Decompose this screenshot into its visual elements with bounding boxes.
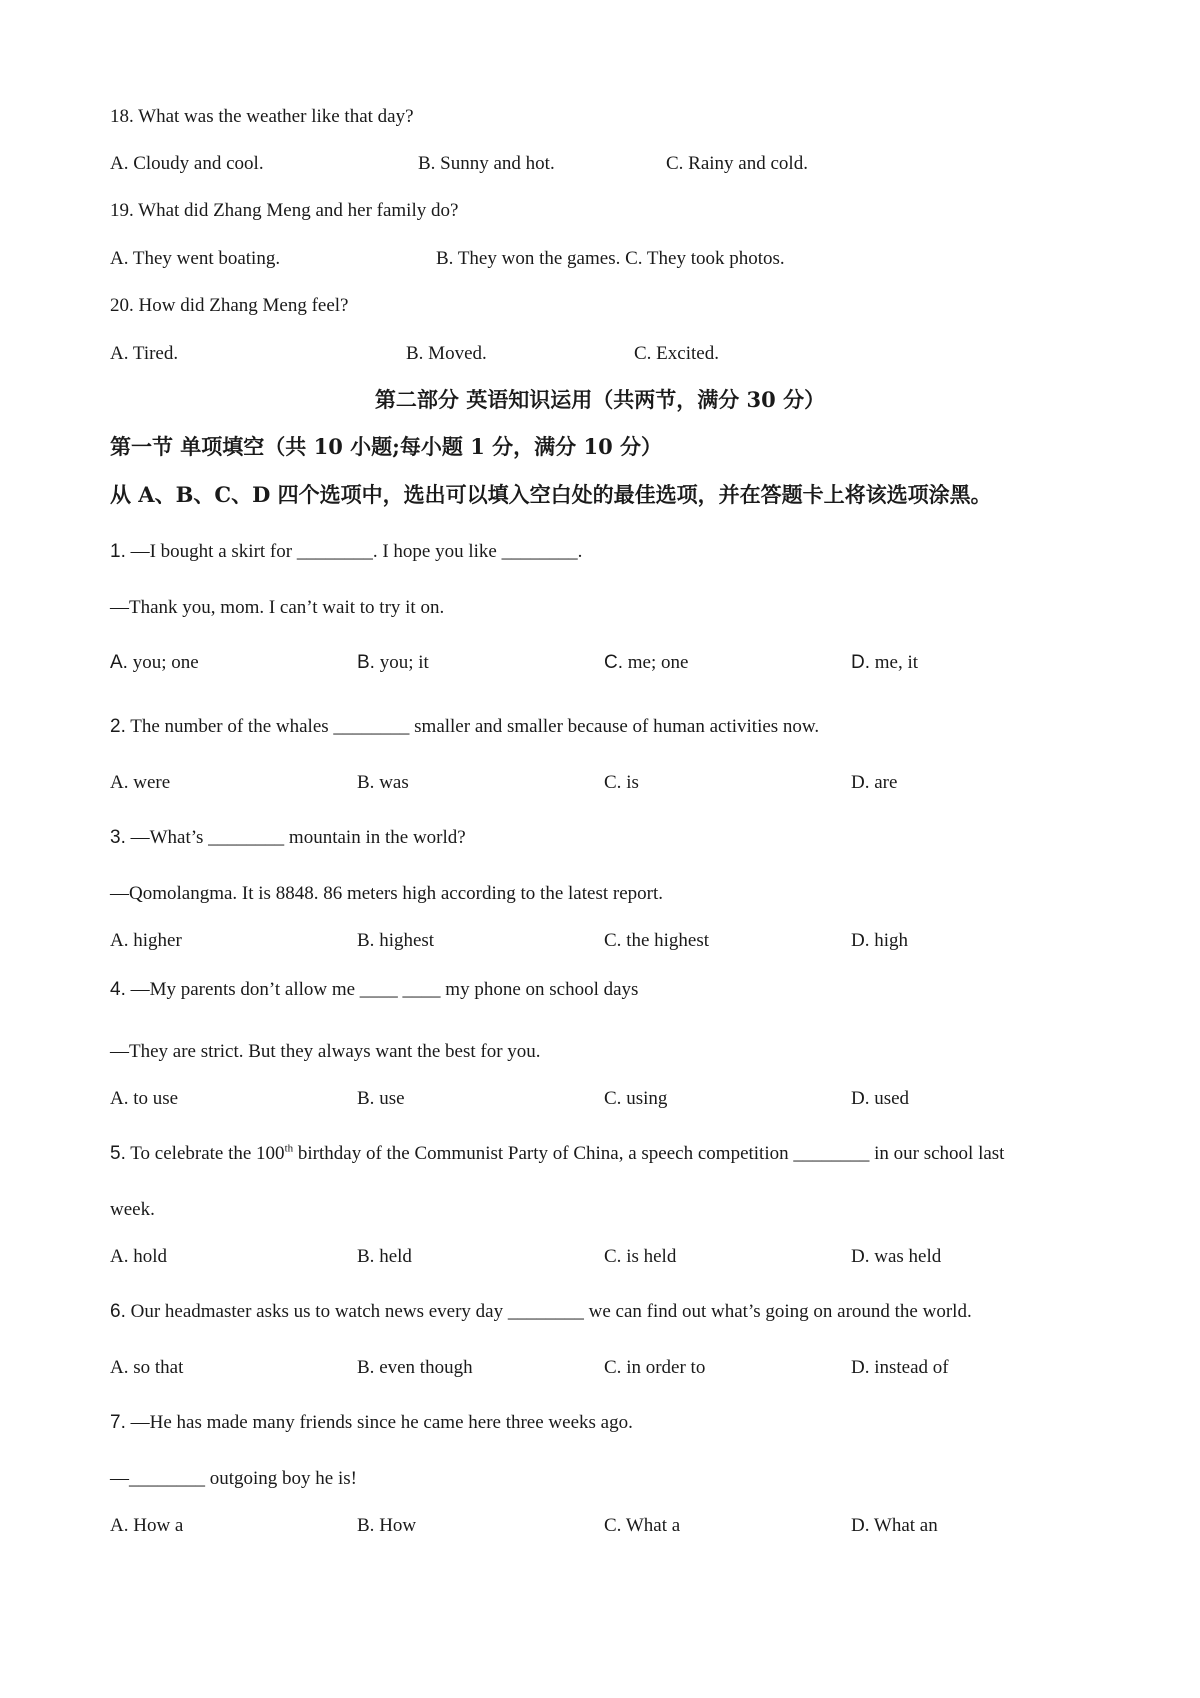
- q3-reply: —Qomolangma. It is 8848. 86 meters high according to the latest report.: [110, 883, 663, 904]
- q4-option-b: [357, 1087, 405, 1111]
- question-18: 18. What was the weather like that day?: [110, 106, 414, 127]
- q5-option-d-letter: D.: [851, 1246, 870, 1267]
- q3-option-c: [604, 929, 709, 953]
- instruction: 从 A、B、C、D 四个选项中，选出可以填入空白处的最佳选项，并在答题卡上将该选项涂黑。: [110, 482, 992, 507]
- q2-option-c-letter: C.: [604, 772, 622, 793]
- q4-option-b-letter: B.: [357, 1088, 375, 1109]
- q7-option-c: [604, 1514, 680, 1538]
- q7-text: —He has made many friends since he came here three weeks ago.: [125, 1412, 633, 1433]
- q1-option-c: [604, 651, 688, 675]
- q7-option-c-text: What a: [621, 1515, 681, 1536]
- q4-option-d-letter: D.: [851, 1088, 870, 1109]
- q1-option-b-letter: B.: [357, 652, 375, 673]
- q7-option-b: [357, 1514, 416, 1538]
- q5-option-b-letter: B.: [357, 1246, 375, 1267]
- q1-option-d-text: me, it: [870, 652, 919, 673]
- q7-option-c-letter: C.: [604, 1515, 622, 1536]
- q6-option-a-letter: A.: [110, 1357, 129, 1378]
- question-18-option-b: B. Sunny and hot.: [418, 153, 555, 174]
- question-18-option-a: A. Cloudy and cool.: [110, 153, 264, 174]
- q2-option-c: [604, 771, 639, 795]
- q7-option-b-letter: B.: [357, 1515, 375, 1536]
- q4-text: —My parents don’t allow me ____ ____ my phone on school days: [125, 979, 639, 1000]
- q7-option-b-text: How: [374, 1515, 417, 1536]
- q4-option-b-text: use: [374, 1088, 405, 1109]
- question-20-option-b: B. Moved.: [406, 343, 487, 364]
- q3-option-b: [357, 929, 434, 953]
- q4-option-a: [110, 1087, 178, 1111]
- q6-text: Our headmaster asks us to watch news every day ________ we can find out what’s going on around the world.: [125, 1301, 972, 1322]
- q7-stem: [110, 1411, 633, 1435]
- q4-option-a-text: to use: [128, 1088, 179, 1109]
- q1-option-d-letter: D.: [851, 652, 870, 673]
- q6-option-b: [357, 1356, 473, 1380]
- q7-option-d-text: What an: [869, 1515, 938, 1536]
- q6-number: 6.: [110, 1301, 126, 1322]
- q4-option-d-text: used: [869, 1088, 910, 1109]
- q7-reply: —________ outgoing boy he is!: [110, 1468, 357, 1489]
- q3-option-c-text: the highest: [621, 930, 710, 951]
- q4-option-a-letter: A.: [110, 1088, 129, 1109]
- q2-option-d-letter: D.: [851, 772, 870, 793]
- section-title: 第一节 单项填空（共 10 小题;每小题 1 分，满分 10 分）: [110, 434, 662, 459]
- q5-continued: week.: [110, 1199, 155, 1220]
- q3-option-d-letter: D.: [851, 930, 870, 951]
- q2-option-b-text: was: [374, 772, 409, 793]
- q6-option-b-letter: B.: [357, 1357, 375, 1378]
- q3-option-d-text: high: [869, 930, 909, 951]
- q1-option-a: [110, 651, 199, 675]
- q3-option-a-text: higher: [128, 930, 182, 951]
- q3-option-b-text: highest: [374, 930, 435, 951]
- q3-option-c-letter: C.: [604, 930, 622, 951]
- q2-stem: [110, 715, 819, 739]
- question-19-option-a: A. They went boating.: [110, 248, 281, 269]
- q4-option-d: [851, 1087, 909, 1111]
- q6-option-c: [604, 1356, 705, 1380]
- q2-option-d: [851, 771, 897, 795]
- q2-option-a: [110, 771, 170, 795]
- q5-option-a-text: hold: [128, 1246, 168, 1267]
- q1-option-c-text: me; one: [623, 652, 689, 673]
- q1-option-a-text: you; one: [127, 652, 199, 673]
- question-20-option-a: A. Tired.: [110, 343, 179, 364]
- q1-option-b-text: you; it: [374, 652, 429, 673]
- q6-option-a: [110, 1356, 183, 1380]
- q5-option-c-letter: C.: [604, 1246, 622, 1267]
- q1-option-d: [851, 651, 918, 675]
- q6-option-b-text: even though: [374, 1357, 473, 1378]
- q5-option-b-text: held: [374, 1246, 412, 1267]
- q2-option-a-letter: A.: [110, 772, 129, 793]
- q7-option-a-text: How a: [128, 1515, 184, 1536]
- question-20-option-c: C. Excited.: [634, 343, 719, 364]
- question-18-option-c: C. Rainy and cold.: [666, 153, 808, 174]
- q3-option-b-letter: B.: [357, 930, 375, 951]
- q7-number: 7.: [110, 1412, 126, 1433]
- q3-option-a-letter: A.: [110, 930, 129, 951]
- q1-option-b: [357, 651, 429, 675]
- q3-option-a: [110, 929, 182, 953]
- q5-text-a: To celebrate the 100: [125, 1143, 285, 1164]
- q2-option-a-text: were: [128, 772, 171, 793]
- q7-option-d-letter: D.: [851, 1515, 870, 1536]
- q6-option-c-text: in order to: [621, 1357, 706, 1378]
- q4-reply: —They are strict. But they always want the best for you.: [110, 1041, 541, 1062]
- q6-option-d-text: instead of: [869, 1357, 949, 1378]
- q5-option-d: [851, 1245, 941, 1269]
- q3-number: 3.: [110, 827, 126, 848]
- q5-number: 5.: [110, 1143, 126, 1164]
- q5-option-a: [110, 1245, 167, 1269]
- q6-option-d-letter: D.: [851, 1357, 870, 1378]
- q2-number: 2.: [110, 716, 126, 737]
- q1-option-a-letter: A.: [110, 652, 128, 673]
- question-19: 19. What did Zhang Meng and her family do?: [110, 200, 459, 221]
- q5-option-c: [604, 1245, 676, 1269]
- q5-option-b: [357, 1245, 412, 1269]
- q3-text: —What’s ________ mountain in the world?: [125, 827, 466, 848]
- q1-option-c-letter: C.: [604, 652, 623, 673]
- q3-stem: [110, 826, 466, 850]
- q2-text: The number of the whales ________ smaller and smaller because of human activities now.: [125, 716, 820, 737]
- q4-option-c-text: using: [621, 1088, 668, 1109]
- q5-option-d-text: was held: [869, 1246, 942, 1267]
- q6-option-d: [851, 1356, 949, 1380]
- q5-stem: [110, 1142, 1004, 1166]
- q3-option-d: [851, 929, 908, 953]
- q5-superscript: th: [284, 1142, 294, 1155]
- q7-option-a-letter: A.: [110, 1515, 129, 1536]
- q5-option-c-text: is held: [621, 1246, 677, 1267]
- q4-option-c: [604, 1087, 667, 1111]
- q2-option-b-letter: B.: [357, 772, 375, 793]
- q1-stem: [110, 540, 582, 564]
- q6-option-c-letter: C.: [604, 1357, 622, 1378]
- q5-text-b: birthday of the Communist Party of China, a speech competition ________ in our school last: [293, 1143, 1005, 1164]
- q4-stem: [110, 978, 638, 1002]
- q6-stem: [110, 1300, 972, 1324]
- q1-reply: —Thank you, mom. I can’t wait to try it on.: [110, 597, 445, 618]
- q4-option-c-letter: C.: [604, 1088, 622, 1109]
- q1-number: 1.: [110, 541, 126, 562]
- q2-option-d-text: are: [869, 772, 898, 793]
- q6-option-a-text: so that: [128, 1357, 184, 1378]
- q7-option-a: [110, 1514, 183, 1538]
- q2-option-b: [357, 771, 409, 795]
- q7-option-d: [851, 1514, 938, 1538]
- question-19-option-bc: B. They won the games. C. They took photos.: [436, 248, 785, 269]
- q1-text: —I bought a skirt for ________. I hope you like ________.: [125, 541, 583, 562]
- q4-number: 4.: [110, 979, 126, 1000]
- part-title: 第二部分 英语知识运用（共两节，满分 30 分）: [374, 387, 826, 412]
- question-20: 20. How did Zhang Meng feel?: [110, 295, 349, 316]
- q5-option-a-letter: A.: [110, 1246, 129, 1267]
- q2-option-c-text: is: [621, 772, 639, 793]
